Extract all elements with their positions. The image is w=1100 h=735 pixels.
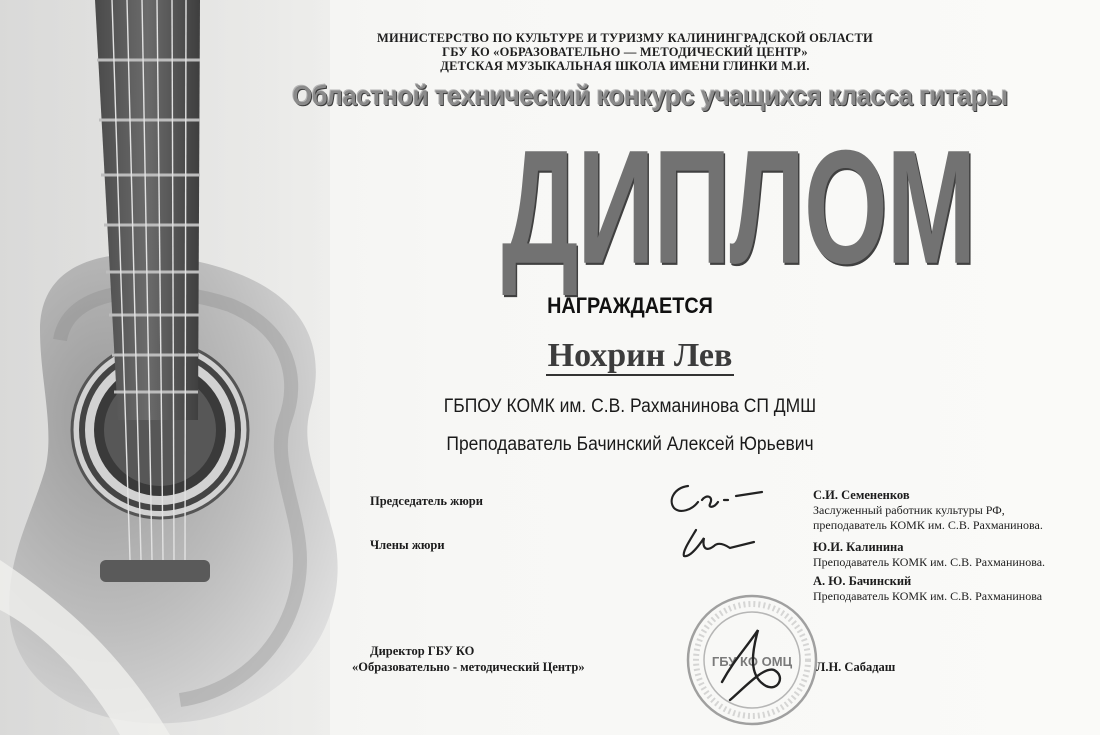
official-stamp xyxy=(682,590,822,730)
teacher-line: Преподаватель Бачинский Алексей Юрьевич xyxy=(446,434,814,455)
director-name: Л.Н. Сабадаш xyxy=(816,660,896,674)
center-header-line: ГБУ КО «ОБРАЗОВАТЕЛЬНО — МЕТОДИЧЕСКИЙ ЦЕНТР» xyxy=(442,45,808,59)
jury-signatures xyxy=(660,478,770,568)
school-header-line: ДЕТСКАЯ МУЗЫКАЛЬНАЯ ШКОЛА ИМЕНИ ГЛИНКИ М.И. xyxy=(440,59,810,73)
jury-chair-name: С.И. Семененков xyxy=(813,488,910,502)
jury-chair-label: Председатель жюри xyxy=(370,494,483,508)
jury-members-label: Члены жюри xyxy=(370,538,445,552)
jury-member-block xyxy=(813,540,1045,570)
director-label: Директор ГБУ КО xyxy=(370,644,475,658)
contest-title: Областной технический конкурс учащихся класса гитары xyxy=(292,80,1008,111)
director-org-label: «Образовательно - методический Центр» xyxy=(352,660,585,674)
recipient-name-text: Нохрин Лев xyxy=(547,337,733,374)
jury-chair-title1: Заслуженный работник культуры РФ, xyxy=(813,503,1005,517)
jury-member-title: Преподаватель КОМК им. С.В. Рахманинова xyxy=(813,589,1043,603)
institution-line: ГБПОУ КОМК им. С.В. Рахманинова СП ДМШ xyxy=(443,396,817,417)
jury-chair-title2: преподаватель КОМК им. С.В. Рахманинова. xyxy=(813,518,1043,532)
stamp-text: ГБУ КО ОМЦ xyxy=(711,654,793,669)
jury-member-title: Преподаватель КОМК им. С.В. Рахманинова. xyxy=(813,555,1046,569)
jury-chair-block xyxy=(813,488,1043,533)
ministry-header-line: МИНИСТЕРСТВО ПО КУЛЬТУРЕ И ТУРИЗМУ КАЛИНИНГРАДСКОЙ ОБЛАСТИ xyxy=(377,31,873,45)
jury-member-name: А. Ю. Бачинский xyxy=(813,574,912,588)
jury-member-name: Ю.И. Калинина xyxy=(813,540,904,554)
recipient-name xyxy=(440,337,840,375)
diploma-title: ДИПЛОМ xyxy=(501,115,975,298)
awarded-label: НАГРАЖДАЕТСЯ xyxy=(547,293,713,318)
jury-member-block xyxy=(813,574,1042,604)
